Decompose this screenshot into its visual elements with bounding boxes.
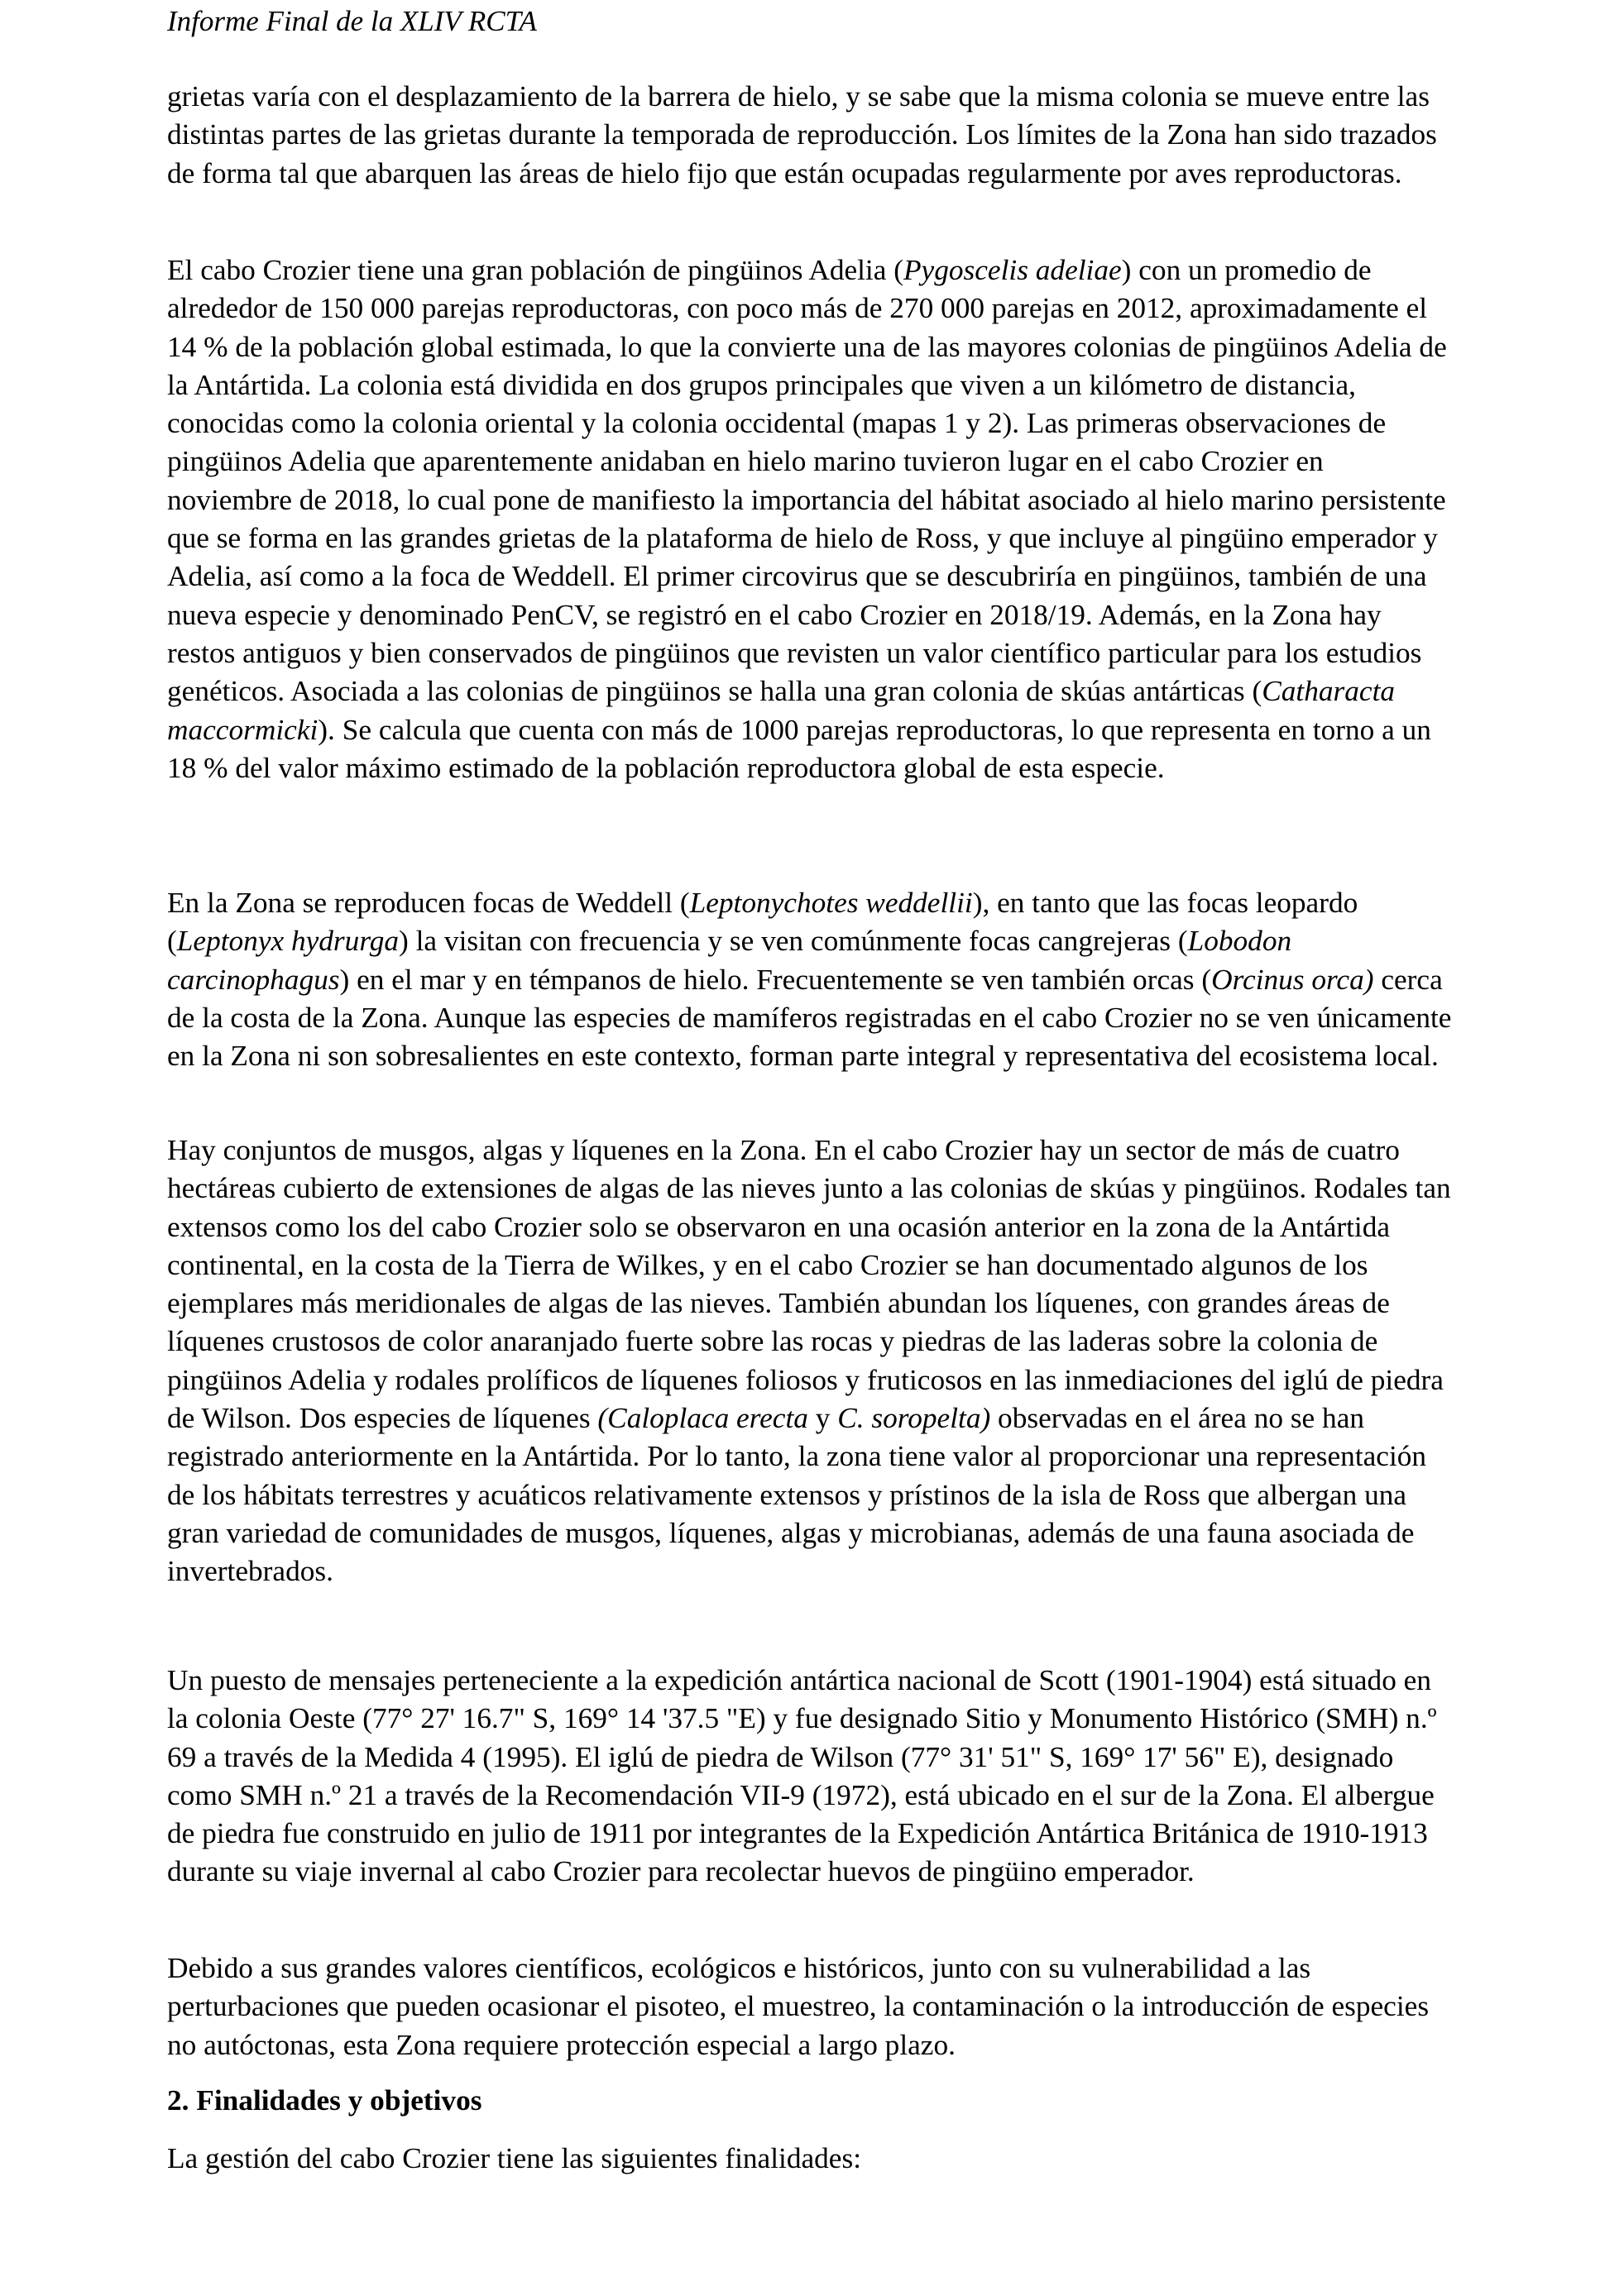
paragraph-historic-sites: Un puesto de mensajes perteneciente a la expedición antártica nacional de Scott (1901-1904) está situado en la colonia Oeste (77° 27' 16.7" S, 169° 14 '37.5 "E) y fue designado Sitio y Monumento Histórico (SMH) n.º 69 a través de la Medida 4 (1995). El iglú de piedra de Wilson (77° 31' 51" S, 169° 17' 56" E), designado como SMH n.º 21 a través de la Recomendación VII-9 (1972), está ubicado en el sur de la Zona. El albergue de piedra fue construido en julio de 1911 por integrantes de la Expedición Antártica Británica de 1910-1913 durante su viaje invernal al cabo Crozier para recolectar huevos de pingüino emperador. [167,1664,1437,1888]
species-name: C. soropelta) [837,1402,991,1435]
paragraph-protection: Debido a sus grandes valores científicos, ecológicos e históricos, junto con su vulnerabilidad a las perturbaciones que pueden ocasionar el pisoteo, el muestreo, la contaminación o la introducción de especies no autóctonas, esta Zona requiere protección especial a largo plazo. [167,1952,1430,2061]
species-name: Leptonyx hydrurga [176,925,400,958]
species-name: Leptonychotes weddellii [689,887,973,919]
species-name: Pygoscelis adeliae [903,254,1122,286]
paragraph-vegetation: Hay conjuntos de musgos, algas y líquenes en la Zona. En el cabo Crozier hay un sector de más de cuatro hectáreas cubierto de extensiones de algas de las nieves junto a las colonias de skúas y pingüinos. Rodales tan extensos como los del cabo Crozier solo se observaron en una ocasión anterior en la zona de la Antártida continental, en la costa de la Tierra de Wilkes, y en el cabo Crozier se han documentado algunos de los ejemplares más meridionales de algas de las nieves. También abundan los líquenes, con grandes áreas de líquenes crustosos de color anaranjado fuerte sobre las rocas y piedras de las laderas sobre la colonia de pingüinos Adelia y rodales prolíficos de líquenes foliosos y fruticosos en las inmediaciones del iglú de piedra de Wilson. Dos especies de líquenes (Caloplaca erecta y C. soropelta) observadas en el área no se han registrado anteriormente en la Antártida. Por lo tanto, la zona tiene valor al proporcionar una representación de los hábitats terrestres y acuáticos relativamente extensos y prístinos de la isla de Ross que albergan una gran variedad de comunidades de musgos, líquenes, algas y microbianas, además de una fauna asociada de invertebrados. [167,1134,1451,1588]
paragraph-seals: En la Zona se reproducen focas de Weddell (Leptonychotes weddellii), en tanto que las focas leopardo (Leptonyx hydrurga) la visitan con frecuencia y se ven comúnmente focas cangrejeras (Lobodon carcinophagus) en el mar y en témpanos de hielo. Frecuentemente se ven también orcas (Orcinus orca) cerca de la costa de la Zona. Aunque las especies de mamíferos registradas en el cabo Crozier no se ven únicamente en la Zona ni son sobresalientes en este contexto, forman parte integral y representativa del ecosistema local. [167,887,1452,1073]
paragraph-adelia-population: El cabo Crozier tiene una gran población de pingüinos Adelia (Pygoscelis adeliae) con un promedio de alrededor de 150 000 parejas reproductoras, con poco más de 270 000 parejas en 2012, aproximadamente el 14 % de la población global estimada, lo que la convierte una de las mayores colonias de pingüinos Adelia de la Antártida. La colonia está dividida en dos grupos principales que viven a un kilómetro de distancia, conocidas como la colonia oriental y la colonia occidental (mapas 1 y 2). Las primeras observaciones de pingüinos Adelia que aparentemente anidaban en hielo marino tuvieron lugar en el cabo Crozier en noviembre de 2018, lo cual pone de manifiesto la importancia del hábitat asociado al hielo marino persistente que se forma en las grandes grietas de la plataforma de hielo de Ross, y que incluye al pingüino emperador y Adelia, así como a la foca de Weddell. El primer circovirus que se descubriría en pingüinos, también de una nueva especie y denominado PenCV, se registró en el cabo Crozier en 2018/19. Además, en la Zona hay restos antiguos y bien conservados de pingüinos que revisten un valor científico particular para los estudios genéticos. Asociada a las colonias de pingüinos se halla una gran colonia de skúas antárticas (Catharacta maccormicki). Se calcula que cuenta con más de 1000 parejas reproductoras, lo que representa en torno a un 18 % del valor máximo estimado de la población reproductora global de esta especie. [167,254,1447,784]
paragraph-management-intro: La gestión del cabo Crozier tiene las siguientes finalidades: [167,2142,862,2174]
species-name: Lobodon carcinophagus [167,925,1292,996]
species-name: (Caloplaca erecta [597,1402,808,1435]
section-heading: 2. Finalidades y objetivos [167,2084,482,2117]
species-name: Catharacta maccormicki [167,675,1396,746]
paragraph-grietas: grietas varía con el desplazamiento de la barrera de hielo, y se sabe que la misma colonia se mueve entre las distintas partes de las grietas durante la temporada de reproducción. Los límites de la Zona han sido trazados de forma tal que abarquen las áreas de hielo fijo que están ocupadas regularmente por aves reproductoras. [167,80,1437,189]
species-name: Orcinus orca) [1211,963,1374,996]
running-header: Informe Final de la XLIV RCTA [167,5,537,37]
